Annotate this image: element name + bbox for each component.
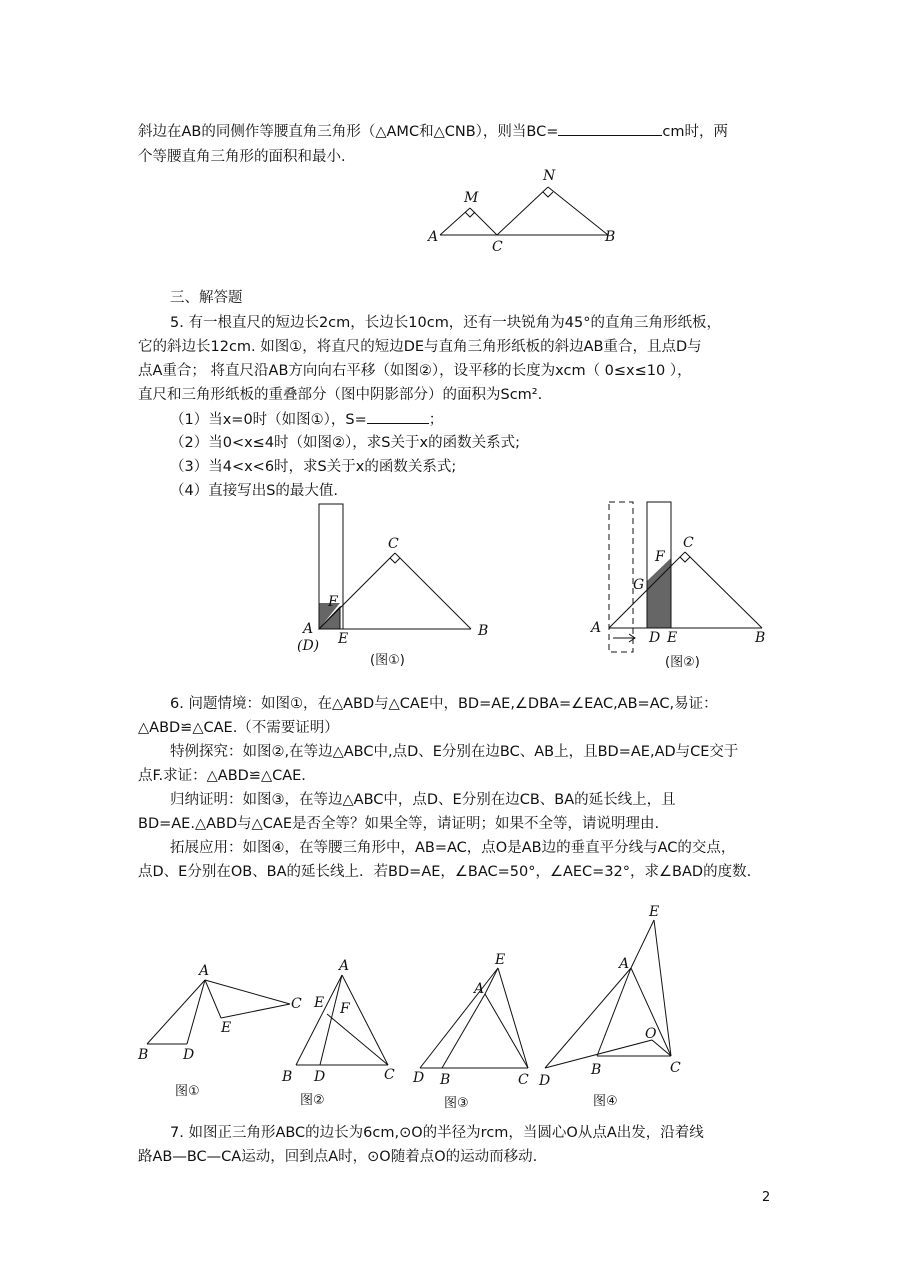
label-a: A [199, 963, 210, 979]
label-c: C [518, 1072, 529, 1088]
label-e: E [338, 631, 349, 647]
label-f: F [328, 594, 338, 610]
q5-part-4: （4）直接写出S的最大值. [170, 483, 339, 499]
label-g: G [633, 577, 645, 593]
figure-q6-4 [535, 898, 695, 1113]
label-e: E [667, 630, 678, 646]
label-d: D [649, 630, 661, 646]
label-d: D [413, 1070, 425, 1086]
label-a: A [474, 981, 485, 997]
label-c: C [384, 1067, 395, 1083]
figure-q6-3 [410, 950, 545, 1110]
label-a: A [428, 229, 439, 245]
q7-line-1: 7. 如图正三角形ABC的边长为6cm,⊙O的半径为rcm，当圆心O从点A出发，沿着线 [170, 1125, 704, 1141]
figure-q5-1 [295, 498, 495, 673]
label-b: B [478, 623, 489, 639]
figure-amc-cnb [420, 165, 630, 260]
label-a: A [591, 620, 602, 636]
label-n: N [543, 168, 556, 184]
answer-blank [367, 408, 429, 424]
q5-line-3: 点A重合； 将直尺沿AB方向向右平移（如图②），设平移的长度为xcm（ 0≤x≤10 ）， [138, 363, 692, 379]
label-d: D [183, 1047, 195, 1063]
section-heading: 三、解答题 [170, 290, 243, 306]
label-b: B [282, 1069, 293, 1085]
figure-q6-2 [280, 955, 410, 1110]
page-number: 2 [762, 1190, 771, 1205]
q5-line-1: 5. 有一根直尺的短边长2cm，长边长10cm，还有一块锐角为45°的直角三角形纸板， [170, 315, 722, 331]
label-m: M [464, 190, 479, 206]
figure-caption: 图③ [444, 1096, 469, 1110]
text-fragment: （1）当x=0时（如图①），S= [170, 412, 367, 428]
figure-caption: (图①) [370, 653, 405, 668]
text-fragment: cm时，两 [662, 124, 728, 140]
label-b: B [605, 229, 616, 245]
q6-line-5: 归纳证明：如图③，在等边△ABC中，点D、E分别在边CB、BA的延长线上，且 [170, 792, 676, 808]
label-b: B [440, 1072, 451, 1088]
label-b: B [138, 1047, 149, 1063]
q5-part-1 [170, 408, 443, 431]
label-f: F [340, 1001, 350, 1017]
answer-blank [558, 120, 662, 136]
figure-caption: 图① [175, 1084, 200, 1099]
label-e: E [221, 1020, 232, 1036]
q5-part-3: （3）当4<x<6时，求S关于x的函数关系式; [170, 459, 457, 475]
label-b: B [755, 630, 766, 646]
label-e: E [649, 904, 660, 920]
q6-line-7: 拓展应用：如图④，在等腰三角形中，AB=AC，点O是AB边的垂直平分线与AC的交点， [170, 840, 736, 856]
label-c: C [670, 1060, 681, 1076]
label-e: E [495, 952, 506, 968]
figure-caption: (图②) [665, 655, 700, 670]
figure-caption: 图④ [593, 1094, 618, 1109]
label-c: C [291, 996, 302, 1012]
label-o: O [645, 1026, 657, 1042]
q5-line-4: 直尺和三角形纸板的重叠部分（图中阴影部分）的面积为Scm². [138, 387, 543, 403]
q7-line-2: 路AB—BC—CA运动，回到点A时，⊙O随着点O的运动而移动. [138, 1149, 538, 1165]
label-a: A [619, 956, 630, 972]
text-line [138, 120, 728, 143]
q6-line-1: 6. 问题情境：如图①，在△ABD与△CAE中，BD=AE,∠DBA=∠EAC,AB=AC,易证： [170, 696, 718, 712]
label-a: A [339, 958, 350, 974]
label-b: B [591, 1062, 602, 1078]
q5-line-2: 它的斜边长12cm. 如图①，将直尺的短边DE与直角三角形纸板的斜边AB重合，且点D与 [138, 339, 702, 355]
text-line: 个等腰直角三角形的面积和最小. [138, 149, 346, 165]
label-f: F [655, 549, 665, 565]
q6-line-4: 点F.求证：△ABD≌△CAE. [138, 768, 306, 784]
figure-q5-2 [585, 494, 775, 674]
figure-caption: 图② [300, 1093, 325, 1108]
label-e: E [314, 995, 325, 1011]
label-c: C [683, 535, 694, 551]
q6-line-3: 特例探究：如图②,在等边△ABC中,点D、E分别在边BC、AB上，且BD=AE,AD与CE交于 [170, 744, 739, 760]
label-d: (D) [297, 638, 320, 654]
label-c: C [388, 536, 399, 552]
text-fragment: 斜边在AB的同侧作等腰直角三角形（△AMC和△CNB），则当BC= [138, 124, 559, 140]
label-c: C [492, 239, 503, 255]
text-fragment: ； [428, 412, 444, 428]
q6-line-2: △ABD≌△CAE.（不需要证明） [138, 720, 339, 736]
label-d: D [314, 1069, 326, 1085]
q6-line-8: 点D、E分别在OB、BA的延长线上．若BD=AE，∠BAC=50°，∠AEC=32°，求∠BAD的度数. [138, 864, 752, 880]
q5-part-2: （2）当0<x≤4时（如图②），求S关于x的函数关系式; [170, 435, 520, 451]
q6-line-6: BD=AE.△ABD与△CAE是否全等？如果全等，请证明；如果不全等，请说明理由. [138, 816, 660, 832]
label-d: D [539, 1073, 551, 1089]
label-a: A [303, 621, 314, 637]
